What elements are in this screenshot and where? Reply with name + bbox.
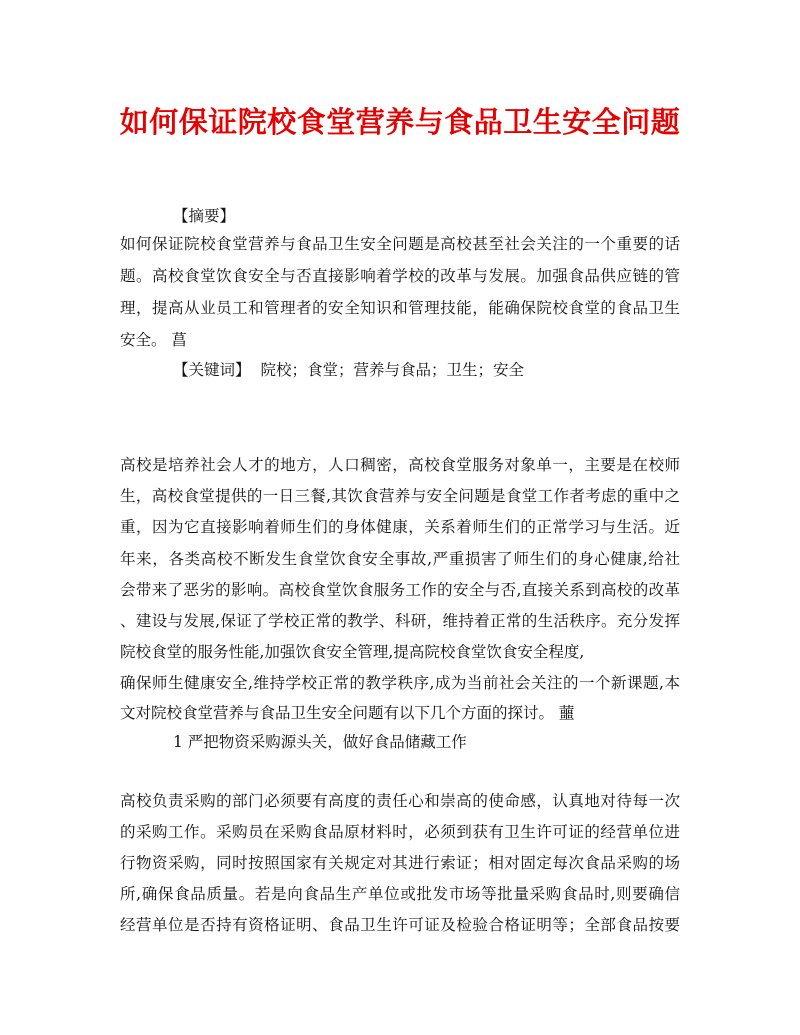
section1-heading: 1 严把物资采购源头关，做好食品储藏工作 [173, 733, 467, 751]
keywords-row [173, 356, 680, 384]
section1-line: 行物资采购，同时按照国家有关规定对其进行索证；相对固定每次食品采购的场 [120, 854, 680, 872]
abstract-line: 理，提高从业员工和管理者的安全知识和管理技能，能确保院校食堂的食品卫生 [120, 299, 680, 317]
section1-line: 经营单位是否持有资格证明、食品卫生许可证及检验合格证明等；全部食品按要 [120, 916, 680, 934]
intro-line: 高校是培养社会人才的地方，人口稠密，高校食堂服务对象单一，主要是在校师 [120, 456, 680, 474]
intro-line: 文对院校食堂营养与食品卫生安全问题有以下几个方面的探讨。 蘁 [120, 704, 575, 722]
keywords-label: 【关键词】 [173, 361, 251, 379]
abstract-label: 【摘要】 [173, 207, 236, 225]
abstract-line: 安全。 菖 [120, 331, 187, 349]
abstract-line: 题。高校食堂饮食安全与否直接影响着学校的改革与发展。加强食品供应链的管 [120, 267, 680, 285]
section1-line: 所,确保食品质量。若是向食品生产单位或批发市场等批量采购食品时,则要确信 [120, 885, 680, 903]
abstract-line: 如何保证院校食堂营养与食品卫生安全问题是高校甚至社会关注的一个重要的话 [120, 235, 680, 253]
document-title: 如何保证院校食堂营养与食品卫生安全问题 [119, 105, 681, 139]
intro-line: 生，高校食堂提供的一日三餐,其饮食营养与安全问题是食堂工作者考虑的重中之 [120, 487, 680, 505]
intro-line: 确保师生健康安全,维持学校正常的教学秩序,成为当前社会关注的一个新课题,本 [120, 674, 680, 692]
section1-line: 的采购工作。采购员在采购食品原材料时，必须到获有卫生许可证的经营单位进 [120, 823, 680, 841]
intro-line: 会带来了恶劣的影响。高校食堂饮食服务工作的安全与否,直接关系到高校的改革 [120, 581, 680, 599]
keywords-value: 院校；食堂；营养与食品；卫生；安全 [260, 361, 525, 379]
intro-line: 重，因为它直接影响着师生们的身体健康，关系着师生们的正常学习与生活。近 [120, 518, 680, 536]
intro-line: 、建设与发展,保证了学校正常的教学、科研，维持着正常的生活秩序。充分发挥 [120, 612, 680, 630]
section1-line: 高校负责采购的部门必须要有高度的责任心和崇高的使命感，认真地对待每一次 [120, 792, 680, 810]
intro-line: 院校食堂的服务性能,加强饮食安全管理,提高院校食堂饮食安全程度, [120, 643, 585, 661]
intro-line: 年来，各类高校不断发生食堂饮食安全事故,严重损害了师生们的身心健康,给社 [120, 550, 680, 568]
